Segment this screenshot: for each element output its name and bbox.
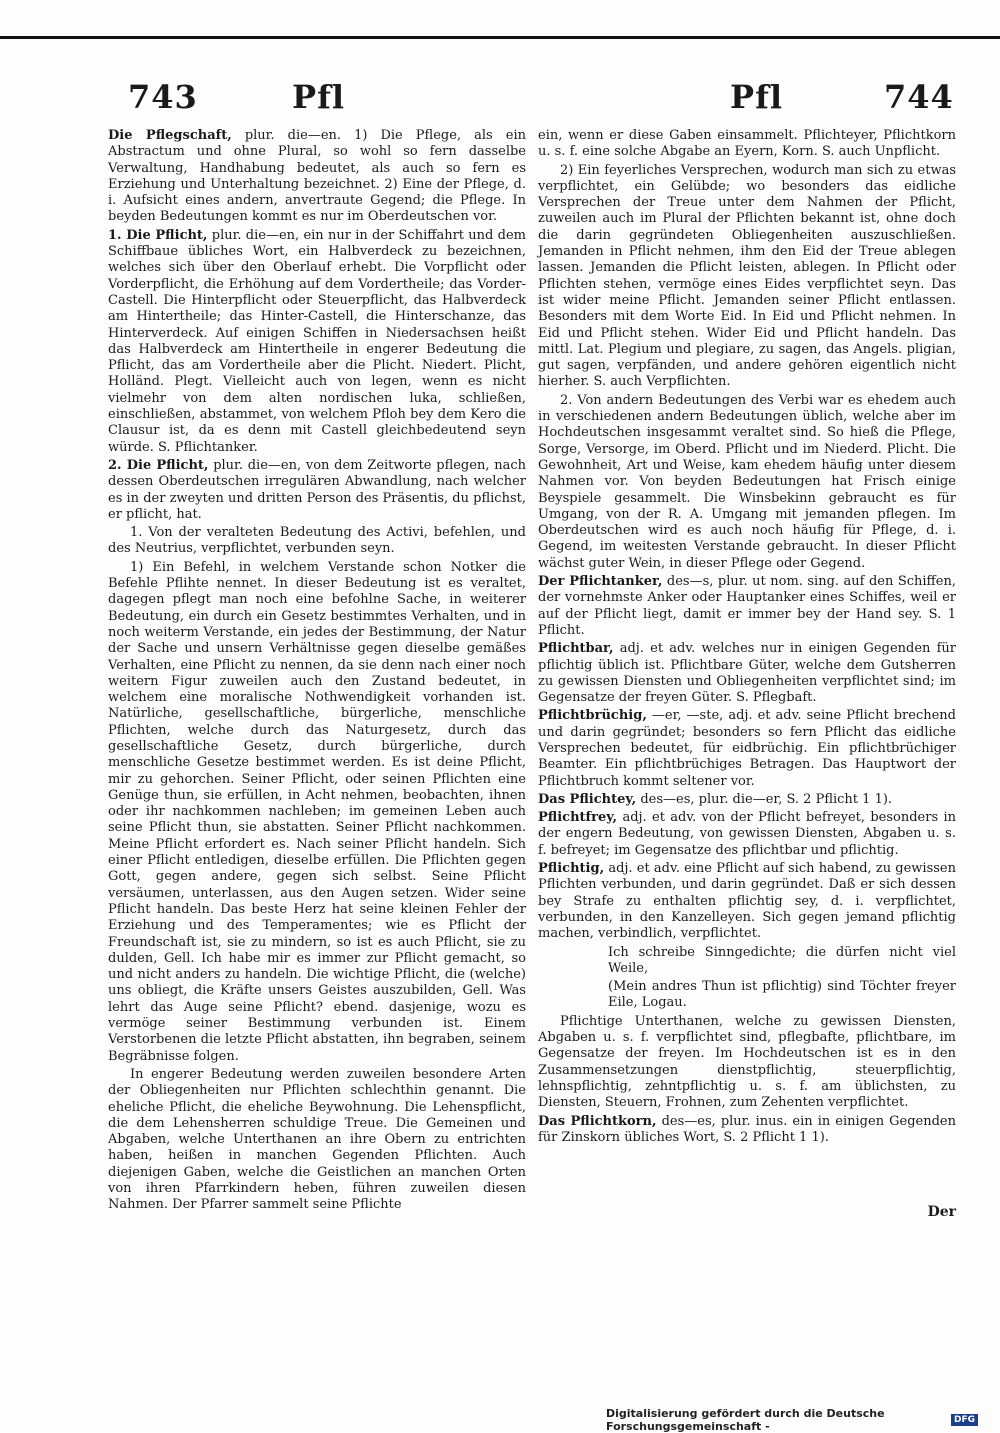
headword: 2. Die Pflicht, — [108, 457, 209, 473]
sense-paragraph: 2. Von andern Bedeutungen des Verbi war es ehedem auch in verschiedenen andern Bedeutungen üblich, welche aber im Hochdeutschen insgesammt veraltet sind. So hieß die Pflege, Sorge, Versorge, im Oberd. Pflicht und im Niederd. Plicht. Die Gewohnheit, Art und Weise, kam ehedem häufig unter diesem Nahmen vor. Von beyden Bedeutungen hat Frisch einige Beyspiele gesammelt. Die Winsbekinn gebraucht es für Umgang, von der R. A. Umgang mit jemanden pflegen. Im Oberdeutschen wird es auch noch häufig für Pflege, d. i. Gegend, im weitesten Verstande gebraucht. In dieser Pflicht wächst guter Wein, in dieser Pflege oder Gegend. — [538, 392, 956, 571]
entry-pflichtkorn: Das Pflichtkorn, des—es, plur. inus. ein in einigen Gegenden für Zinskorn übliches Wort, S. 2 Pflicht 1 1). — [538, 1113, 956, 1145]
left-page-number: 743 — [128, 78, 198, 116]
verse-quote-line: (Mein andres Thun ist pflichtig) sind Töchter freyer Eile, Logau. — [608, 979, 956, 1011]
entry-pflichtbar: Pflichtbar, adj. et adv. welches nur in einigen Gegenden für pflichtig üblich ist. Pflichtbare Güter, welche dem Gutsherren zu gewissen Diensten und Obliegenheiten verpflichtet sind; im Gegensatze der freyen Güter. S. Pflegbaft. — [538, 641, 956, 706]
headword: Pflichtig, — [538, 861, 605, 877]
headword: Pflichtbar, — [538, 641, 614, 657]
continuation-paragraph: ein, wenn er diese Gaben einsammelt. Pflichteyer, Pflichtkorn u. s. f. eine solche Abgabe an Eyern, Korn. S. auch Unpflicht. — [538, 128, 956, 160]
sense-paragraph: In engerer Bedeutung werden zuweilen besondere Arten der Obliegenheiten nur Pflichten schlechthin genannt. Die eheliche Pflicht, die eheliche Beywohnung. Die Lehenspflicht, die dem Lehensherren schuldige Treue. Die Gemeinen und Abgaben, welche Unterthanen an ihre Obern zu entrichten haben, heißen in manchen Gegenden Pflichten. Auch diejenigen Gaben, welche die Geistlichen an manchen Orten von ihren Pfarrkindern heben, führen zuweilen diesen Nahmen. Der Pfarrer sammelt seine Pflichte — [108, 1066, 526, 1213]
headword: 1. Die Pflicht, — [108, 227, 208, 243]
entry-pflichtfrey: Pflichtfrey, adj. et adv. von der Pflicht befreyet, besonders in der engern Bedeutung, von gewissen Diensten, Abgaben u. s. f. befreyet; im Gegensatze des pflichtbar und pflichtig. — [538, 810, 956, 858]
right-column — [538, 128, 956, 1148]
entry-pflicht-2: 2. Die Pflicht, plur. die—en, von dem Zeitworte pflegen, nach dessen Oberdeutschen irregulären Abwandlung, nach welcher es in der zweyten und dritten Person des Präsentis, du pflichst, er pflicht, hat. — [108, 457, 526, 522]
left-column — [108, 128, 526, 1216]
headword: Das Pflichtey, — [538, 791, 637, 807]
headword: Pflichtfrey, — [538, 810, 618, 826]
right-running-head: Pfl — [730, 78, 783, 116]
entry-pflichtig: Pflichtig, adj. et adv. eine Pflicht auf sich habend, zu gewissen Pflichten verbunden, und darin gegründet. Daß er sich dessen bey Strafe zu enthalten pflichtig sey, d. i. verpflichtet, verbunden, in den Kanzelleyen. Sich gegen jemand pflichtig machen, verbindlich, verpflichtet. — [538, 861, 956, 942]
entry-pflichtey: Das Pflichtey, des—es, plur. die—er, S. 2 Pflicht 1 1). — [538, 791, 893, 807]
sense-paragraph: 1. Von der veralteten Bedeutung des Activi, befehlen, und des Neutrius, verpflichtet, verbunden seyn. — [108, 525, 526, 557]
entry-pflichtanker: Der Pflichtanker, des—s, plur. ut nom. sing. auf den Schiffen, der vornehmste Anker oder Hauptanker eines Schiffes, weil er auf der Pflicht liegt, damit er immer bey der Hand sey. S. 1 Pflicht. — [538, 574, 956, 638]
sense-paragraph: 2) Ein feyerliches Versprechen, wodurch man sich zu etwas verpflichtet, ein Gelübde; wo besonders das eidliche Versprechen der Treue unter dem Nahmen der Pflicht, zuweilen auch im Plural der Pflichten bekannt ist, ohne doch die darin gegründeten Obliegenheiten auszuschließen. Jemanden in Pflicht nehmen, ihm den Eid der Treue ablegen lassen. Jemanden die Pflicht leisten, ablegen. In Pflicht oder Pflichten stehen, vermöge eines Eides verpflichtet seyn. Das ist wider meine Pflicht. Jemanden seiner Pflicht entlassen. Besonders mit dem Worte Eid. In Eid und Pflicht nehmen. In Eid und Pflicht stehen. Wider Eid und Pflicht handeln. Das mittl. Lat. Plegium und plegiare, zu sagen, das Angels. pligian, gut sagen, verpfänden, und andere gehören eigentlich nicht hierher. S. auch Verpflichten. — [538, 162, 956, 390]
entry-pflicht-1: 1. Die Pflicht, plur. die—en, ein nur in der Schiffahrt und dem Schiffbaue übliches Wort, ein Halbverdeck zu bezeichnen, welches sich über den Oberlauf erhebt. Die Vorpflicht oder Vorderpflicht, die Erhöhung auf dem Vordertheile; das Vorder-Castell. Die Hinterpflicht oder Steuerpflicht, das Halbverdeck am Hintertheile; das Hinter-Castell, die Hinterschanze, das Hinterverdeck. Auf einigen Schiffen in Niedersachsen heißt das Halbverdeck am Hintertheile in engerer Bedeutung die Pflicht, das am Vordertheile aber die Plicht. Niedert. Plicht, Holländ. Plegt. Vielleicht auch von legen, wenn es nicht vielmehr von dem alten nordischen luka, schließen, einschließen, abstammet, von welchem Pfloh bey dem Kero die Clausur ist, da es denn mit Castell gleichbedeutend seyn würde. S. Pflichtanker. — [108, 227, 526, 455]
catchword: Der — [927, 1204, 956, 1220]
headword: Die Pflegschaft, — [108, 128, 232, 143]
sense-paragraph: 1) Ein Befehl, in welchem Verstande schon Notker die Befehle Pflihte nennet. In dieser Bedeutung ist es veraltet, dagegen pflegt man noch eine befohlne Sache, in weiterer Bedeutung, ein durch ein Gesetz bestimmtes Verhalten, und in noch weiterm Verstande, ein jedes der Bestimmung, der Natur der Sache und unsern Verhältnisse gegen dieselbe gemäßes Verhalten, eine Pflicht zu nennen, da sie denn nach einer noch weitern Figur zuweilen auch den Zustand bedeutet, in welchem eine moralische Nothwendigkeit vorhanden ist. Natürliche, gesellschaftliche, bürgerliche, menschliche Pflichten, welche durch das Naturgesetz, durch das gesellschaftliche Gesetz, durch bürgerliche, durch menschliche Gesetze bestimmet werden. Es ist deine Pflicht, mir zu gehorchen. Seiner Pflicht, oder seinen Pflichten eine Genüge thun, sie erfüllen, in Acht nehmen, beobachten, ihnen oder ihr nachkommen nachleben; im gemeinen Leben auch seine Pflicht thun, sie abstatten. Seiner Pflicht nachkommen. Meine Pflicht erfordert es. Nach seiner Pflicht handeln. Sich einer Pflicht entledigen, dieselbe erfüllen. Die Pflichten gegen Gott, gegen andere, gegen sich selbst. Seine Pflicht versäumen, unterlassen, aus den Augen setzen. Wider seine Pflicht handeln. Das beste Herz hat seine kleinen Fehler der Erziehung und des Temperamentes; wie es Pflicht der Freundschaft ist, sie zu mindern, so ist es auch Pflicht, sie zu dulden, Gell. Ich habe mir es immer zur Pflicht gemacht, so und nicht anders zu handeln. Die wichtige Pflicht, die (welche) uns obliegt, die Kräfte unsers Geistes auszubilden, Gell. Was lehrt das Auge seine Pflicht? ebend. dasjenige, wozu es vermöge seiner Bestimmung verbunden ist. Einem Verstorbenen die letzte Pflicht abstatten, ihn begraben, seinem Begräbnisse folgen. — [108, 559, 526, 1064]
sense-paragraph: Pflichtige Unterthanen, welche zu gewissen Diensten, Abgaben u. s. f. verpflichtet sind, pflegbafte, pflichtbare, im Gegensatze der freyen. Im Hochdeutschen ist es in den Zusammensetzungen dienstpflichtig, steuerpflichtig, lehnspflichtig, zehntpflichtig u. s. f. am üblichsten, zu Diensten, Steuern, Frohnen, zum Zehenten verpflichtet. — [538, 1013, 956, 1111]
headword: Pflichtbrüchig, — [538, 708, 647, 724]
right-page-number: 744 — [884, 78, 954, 116]
top-rule — [0, 36, 1000, 39]
verse-quote-line: Ich schreibe Sinngedichte; die dürfen nicht viel Weile, — [608, 944, 956, 976]
dfg-logo: DFG — [951, 1414, 978, 1426]
entry-pflegschaft: Die Pflegschaft, plur. die—en. 1) Die Pflege, als ein Abstractum und ohne Plural, so wohl so fern dasselbe Verwaltung, Handhabung bedeutet, als auch so fern es Erziehung und Unterhaltung bezeichnet. 2) Eine der Pflege, d. i. Aufsicht eines andern, anvertraute Gegend; die Pflege. In beyden Bedeutungen kommt es nur im Oberdeutschen vor. — [108, 128, 526, 225]
left-running-head: Pfl — [292, 78, 345, 116]
entry-pflichtbruechig: Pflichtbrüchig, —er, —ste, adj. et adv. seine Pflicht brechend und darin gegründet; besonders so fern Pflicht das eidliche Versprechen bedeutet, für eidbrüchig. Ein pflichtbrüchiger Beamter. Ein pflichtbrüchiges Betragen. Das Hauptwort der Pflichtbruch kommt seltener vor. — [538, 708, 956, 789]
footer-text: Digitalisierung gefördert durch die Deutsche Forschungsgemeinschaft - — [606, 1407, 885, 1433]
headword: Der Pflichtanker, — [538, 574, 663, 590]
headword: Das Pflichtkorn, — [538, 1113, 657, 1129]
digitization-footer — [606, 1407, 978, 1433]
